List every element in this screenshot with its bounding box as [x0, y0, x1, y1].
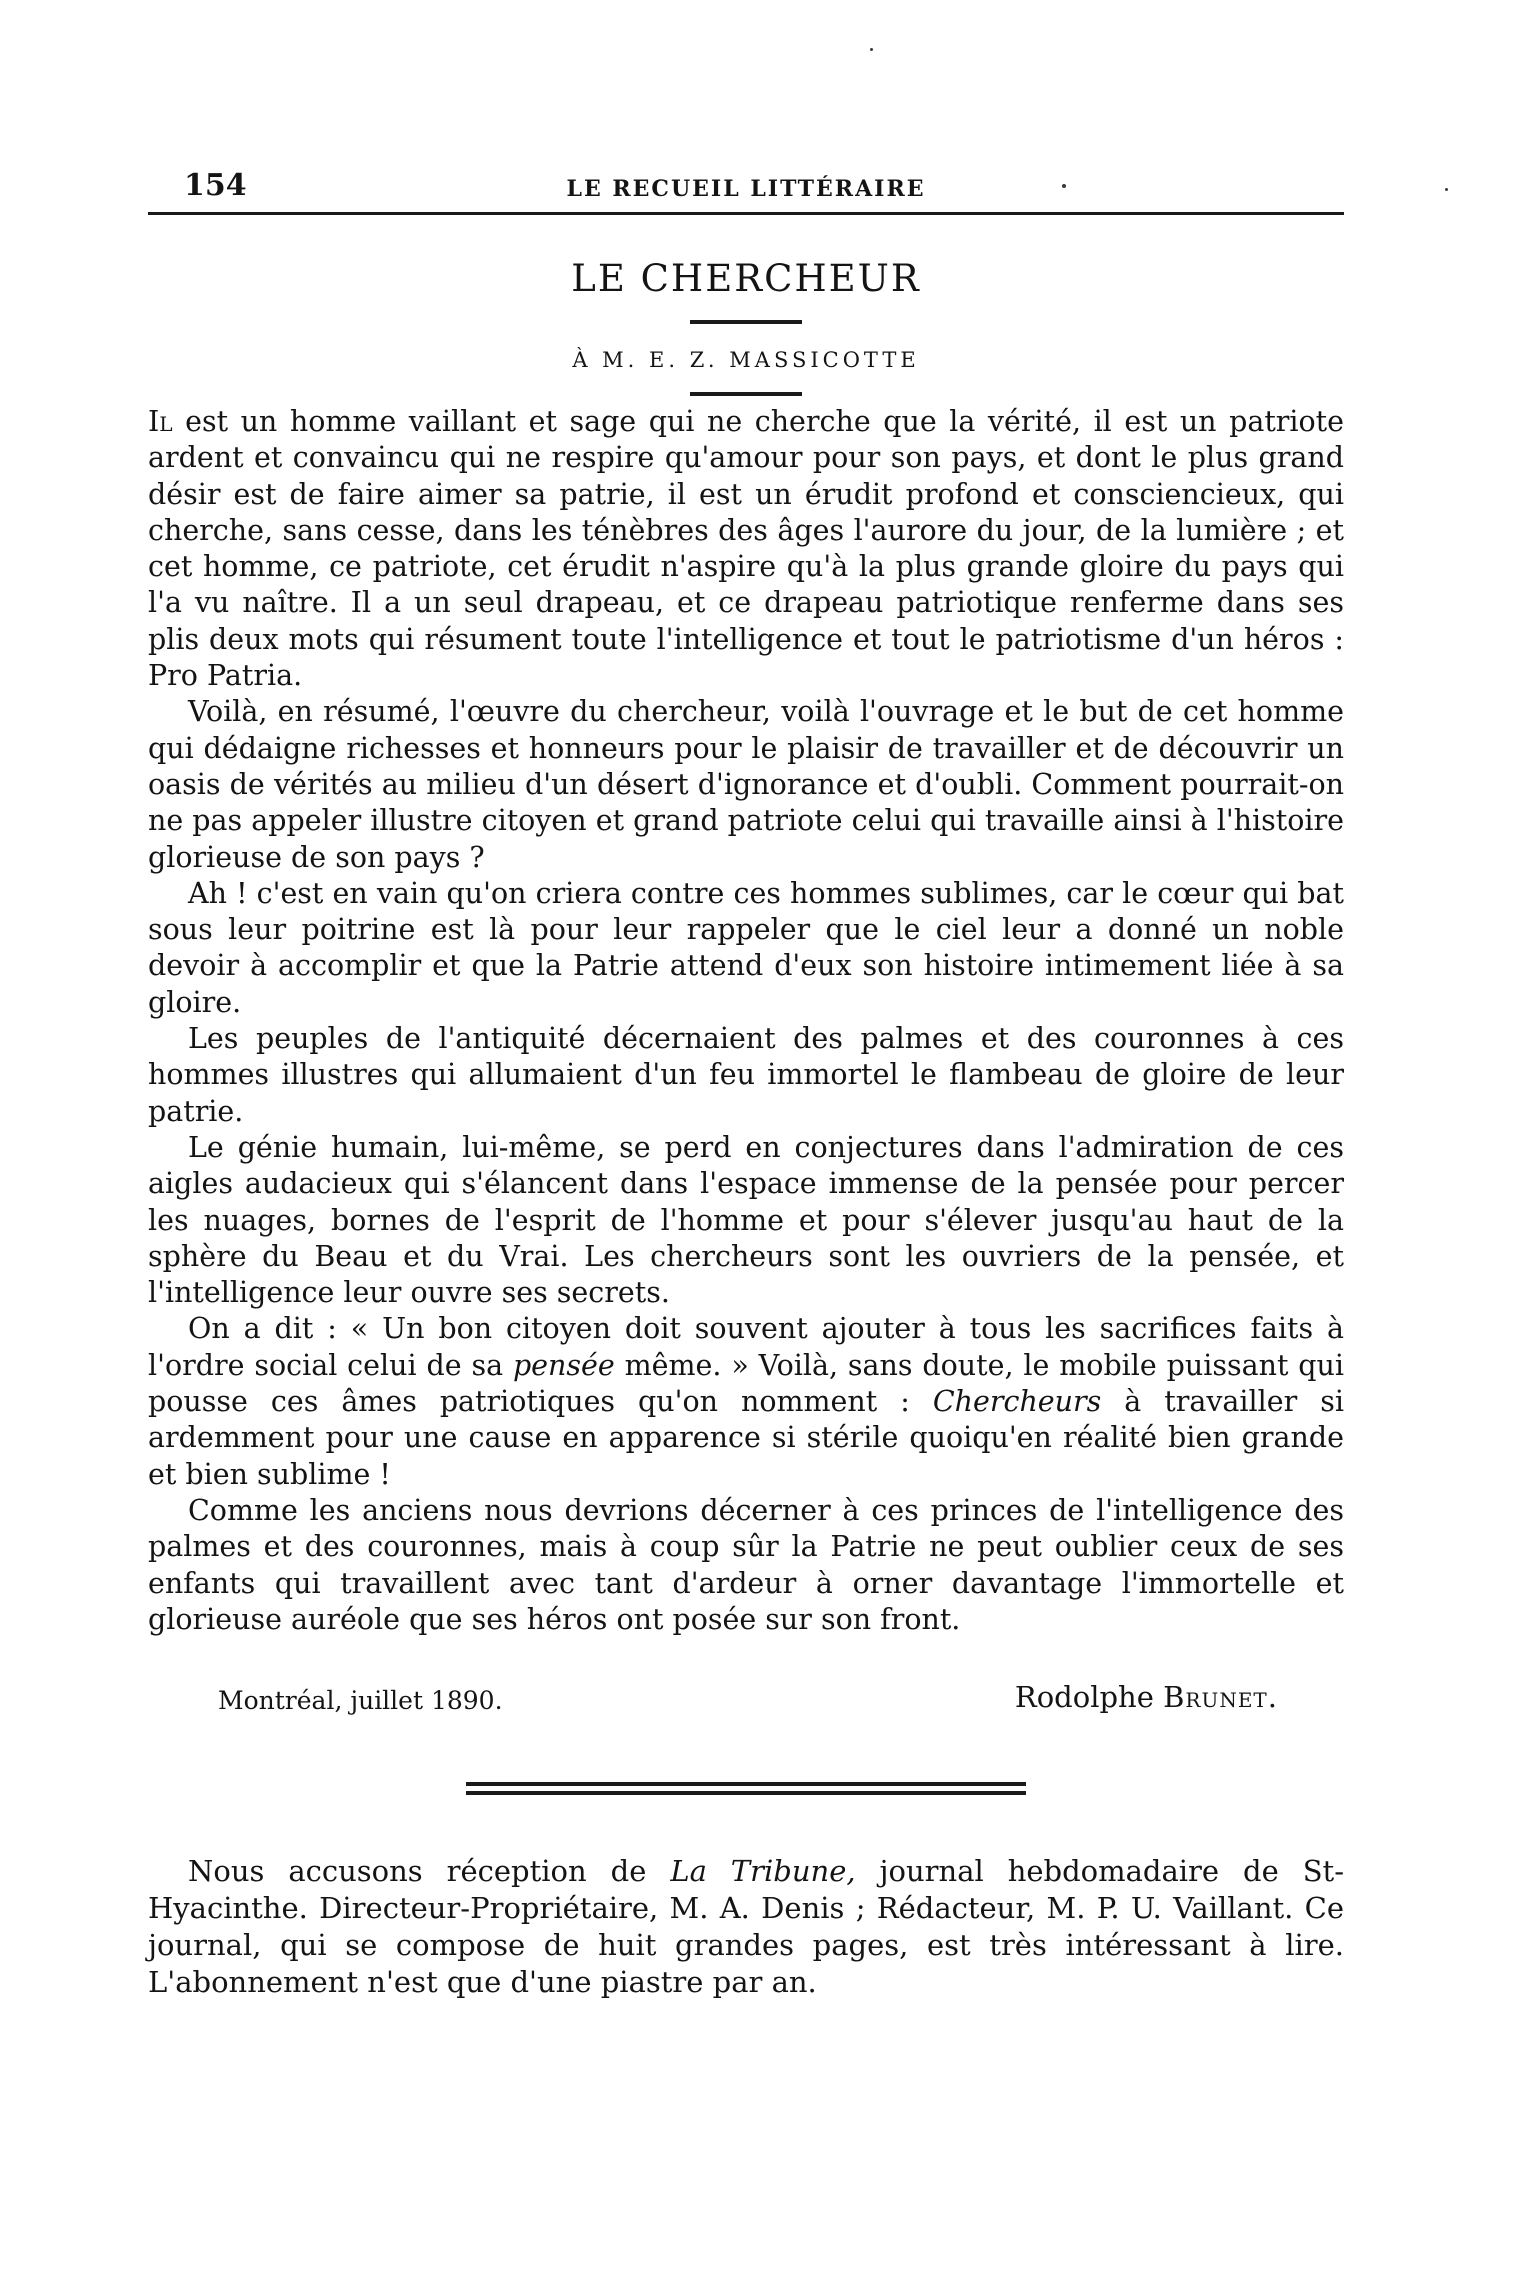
- emphasis: Chercheurs: [932, 1385, 1102, 1419]
- paragraph: Les peuples de l'antiquité décernaient des palmes et des couronnes à ces hommes illustres qui allumaient d'un feu immortel le flambeau de gloire de leur patrie.: [148, 1022, 1344, 1128]
- notice: [148, 1853, 1344, 2001]
- signature-line: [148, 1680, 1344, 1724]
- ink-speck: [870, 48, 873, 51]
- paragraph: Voilà, en résumé, l'œuvre du chercheur, voilà l'ouvrage et le but de cet homme qui dédaigne richesses et honneurs pour le plaisir de travailler et de découvrir un oasis de vérités au milieu d'un désert d'ignorance et d'oubli. Comment pourrait-on ne pas appeler illustre citoyen et grand patriote celui qui travaille ainsi à l'histoire glorieuse de son pays ?: [148, 695, 1344, 874]
- author: Rodolphe Brunet.: [1014, 1680, 1278, 1715]
- ink-speck: [1445, 188, 1448, 191]
- page-header: [148, 168, 1344, 208]
- section-divider: [466, 1782, 1026, 1795]
- emphasis: pensée: [512, 1348, 615, 1382]
- article-title: LE CHERCHEUR: [571, 257, 921, 300]
- paragraph: On a dit : « Un bon citoyen doit souvent ajouter à tous les sacrifices faits à l'ordre social celui de sa pensée même. » Voilà, sans doute, le mobile puissant qui pousse ces âmes patriotiques qu'on nomment : Chercheurs à travailler si ardemment pour une cause en apparence si stérile quoiqu'en réalité bien grande et bien sublime !: [148, 1312, 1345, 1491]
- paragraph: Il est un homme vaillant et sage qui ne cherche que la vérité, il est un patriote ardent et convaincu qui ne respire qu'amour pour son pays, et dont le plus grand désir est de faire aimer sa patrie, il est un érudit profond et consciencieux, qui cherche, sans cesse, dans les ténèbres des âges l'aurore du jour, de la lumière ; et cet homme, ce patriote, cet érudit n'aspire qu'à la plus grande gloire du pays qui l'a vu naître. Il a un seul drapeau, et ce drapeau patriotique renferme dans ses plis deux mots qui résument toute l'intelligence et tout le patriotisme d'un héros : Pro Patria.: [148, 405, 1344, 693]
- dedication: À M. E. Z. MASSICOTTE: [572, 348, 920, 372]
- newspaper-title: La Tribune,: [670, 1854, 856, 1889]
- page-number: 154: [184, 168, 247, 203]
- notice-paragraph: Nous accusons réception de La Tribune, journal hebdomadaire de St-Hyacinthe. Directeur-Propriétaire, M. A. Denis ; Rédacteur, M. P. U. Vaillant. Ce journal, qui se compose de huit grandes pages, est très intéressant à lire. L'abonnement n'est que d'une piastre par an.: [148, 1854, 1345, 2000]
- running-title: LE RECUEIL LITTÉRAIRE: [566, 176, 926, 202]
- header-rule: [148, 212, 1344, 215]
- first-word: Il: [148, 405, 173, 438]
- book-page: [148, 168, 1344, 2001]
- title-divider: [690, 320, 802, 324]
- paragraph: Ah ! c'est en vain qu'on criera contre ces hommes sublimes, car le cœur qui bat sous leur poitrine est là pour leur rappeler que le ciel leur a donné un noble devoir à accomplir et que la Patrie attend d'eux son histoire intimement liée à sa gloire.: [148, 876, 1344, 1019]
- paragraph: Comme les anciens nous devrions décerner à ces princes de l'intelligence des palmes et des couronnes, mais à coup sûr la Patrie ne peut oublier ceux de ses enfants qui travaillent avec tant d'ardeur à orner davantage l'immortelle et glorieuse auréole que ses héros ont posée sur son front.: [148, 1493, 1344, 1636]
- dedication-divider: [690, 392, 802, 396]
- article-body: [148, 404, 1344, 1638]
- place-date: Montréal, juillet 1890.: [218, 1686, 503, 1716]
- paragraph: Le génie humain, lui-même, se perd en conjectures dans l'admiration de ces aigles audacieux qui s'élancent dans l'espace immense de la pensée pour percer les nuages, bornes de l'esprit de l'homme et pour s'élever jusqu'au haut de la sphère du Beau et du Vrai. Les chercheurs sont les ouvriers de la pensée, et l'intelligence leur ouvre ses secrets.: [148, 1130, 1344, 1310]
